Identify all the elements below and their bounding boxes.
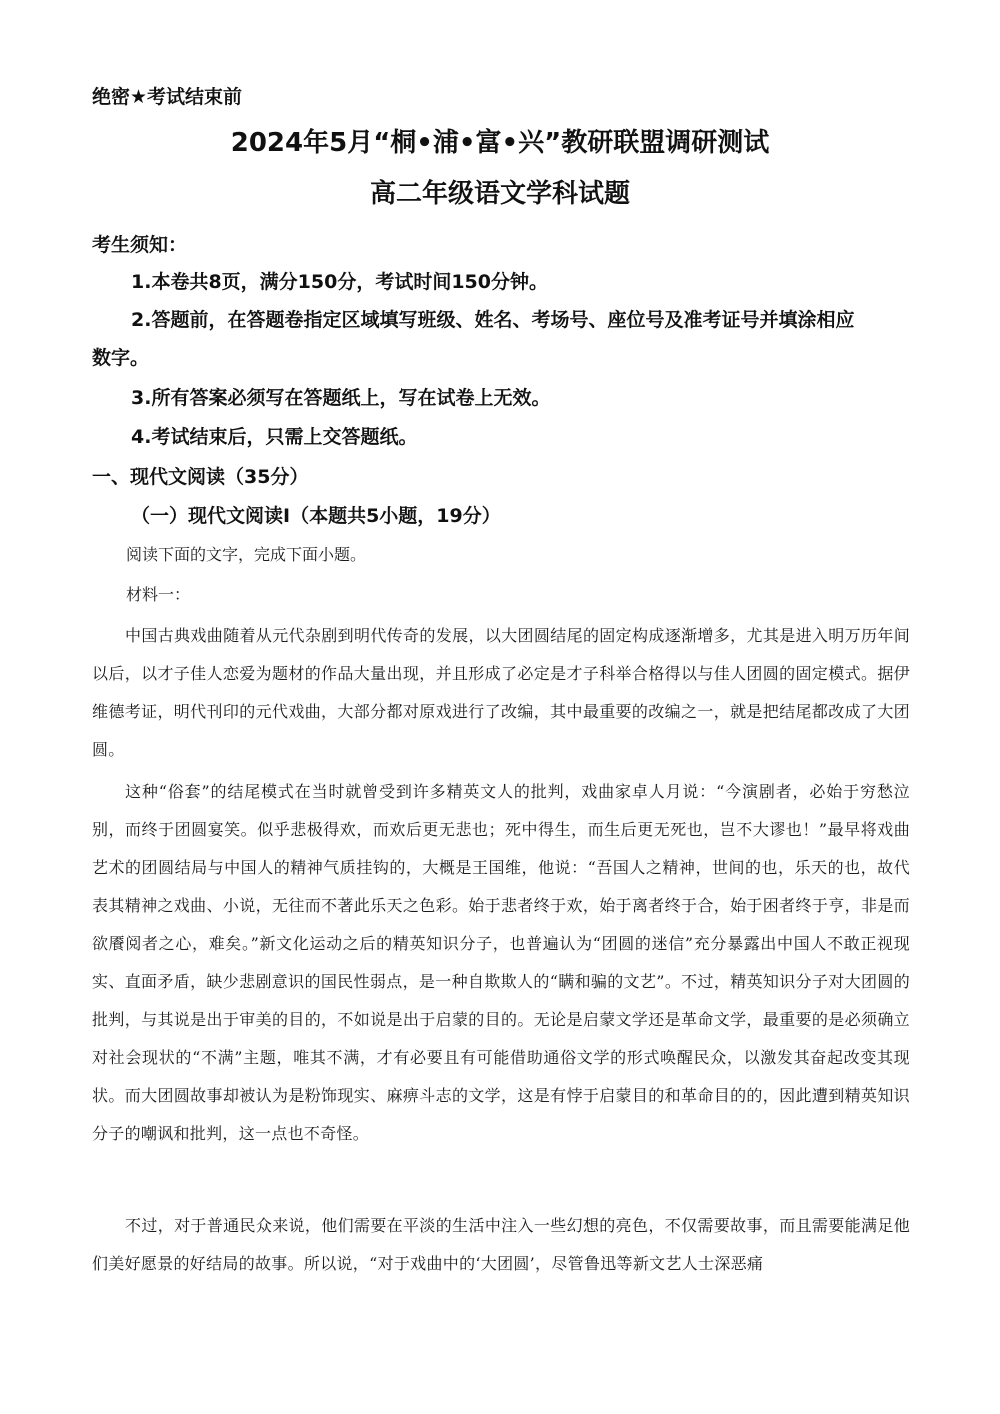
reading-instruction: 阅读下面的文字，完成下面小题。 — [126, 545, 367, 564]
notice-item-1: 1.本卷共8页，满分150分，考试时间150分钟。 — [131, 271, 548, 293]
subsection-heading: （一）现代文阅读Ⅰ（本题共5小题，19分） — [131, 505, 501, 527]
notice-heading: 考生须知： — [92, 234, 188, 256]
notice-item-2-continued: 数字。 — [92, 347, 150, 369]
section-heading: 一、现代文阅读（35分） — [92, 466, 309, 488]
passage-paragraph-3: 不过，对于普通民众来说，他们需要在平淡的生活中注入一些幻想的亮色，不仅需要故事，而且需要能满足他们美好愿景的好结局的故事。所以说，“对于戏曲中的‘大团圆’，尽管鲁迅等新文艺人士深恶痛 — [92, 1216, 910, 1273]
passage-paragraph-1: 中国古典戏曲随着从元代杂剧到明代传奇的发展，以大团圆结尾的固定构成逐渐增多，尤其是进入明万历年间以后，以才子佳人恋爱为题材的作品大量出现，并且形成了必定是才子科举合格得以与佳人团圆的固定模式。据伊维德考证，明代刊印的元代戏曲，大部分都对原戏进行了改编，其中最重要的改编之一，就是把结尾都改成了大团圆。 — [92, 626, 910, 759]
exam-title: 2024年5月“桐•浦•富•兴”教研联盟调研测试 — [230, 128, 770, 158]
material-label: 材料一： — [126, 585, 191, 604]
notice-item-3: 3.所有答案必须写在答题纸上，写在试卷上无效。 — [131, 387, 551, 409]
passage-paragraph-2: 这种“俗套”的结尾模式在当时就曾受到许多精英文人的批判，戏曲家卓人月说：“今演剧者，必始于穷愁泣别，而终于团圆宴笑。似乎悲极得欢，而欢后更无悲也；死中得生，而生后更无死也，岂不大谬也！”最早将戏曲艺术的团圆结局与中国人的精神气质挂钩的，大概是王国维，他说：“吾国人之精神，世间的也，乐天的也，故代表其精神之戏曲、小说，无往而不著此乐天之色彩。始于悲者终于欢，始于离者终于合，始于困者终于亨，非是而欲餍阅者之心，难矣。”新文化运动之后的精英知识分子，也普遍认为“团圆的迷信”充分暴露出中国人不敢正视现实、直面矛盾，缺少悲剧意识的国民性弱点，是一种自欺欺人的“瞒和骗的文艺”。不过，精英知识分子对大团圆的批判，与其说是出于审美的目的，不如说是出于启蒙的目的。无论是启蒙文学还是革命文学，最重要的是必须确立对社会现状的“不满”主题，唯其不满，才有必要且有可能借助通俗文学的形式唤醒民众，以激发其奋起改变其现状。而大团圆故事却被认为是粉饰现实、麻痹斗志的文学，这是有悖于启蒙目的和革命目的的，因此遭到精英知识分子的嘲讽和批判，这一点也不奇怪。 — [92, 782, 910, 1143]
exam-subtitle: 高二年级语文学科试题 — [369, 179, 630, 209]
notice-item-4: 4.考试结束后，只需上交答题纸。 — [131, 426, 418, 448]
notice-item-2: 2.答题前，在答题卷指定区域填写班级、姓名、考场号、座位号及准考证号并填涂相应 — [131, 309, 855, 331]
confidential-label: 绝密★考试结束前 — [92, 86, 243, 108]
